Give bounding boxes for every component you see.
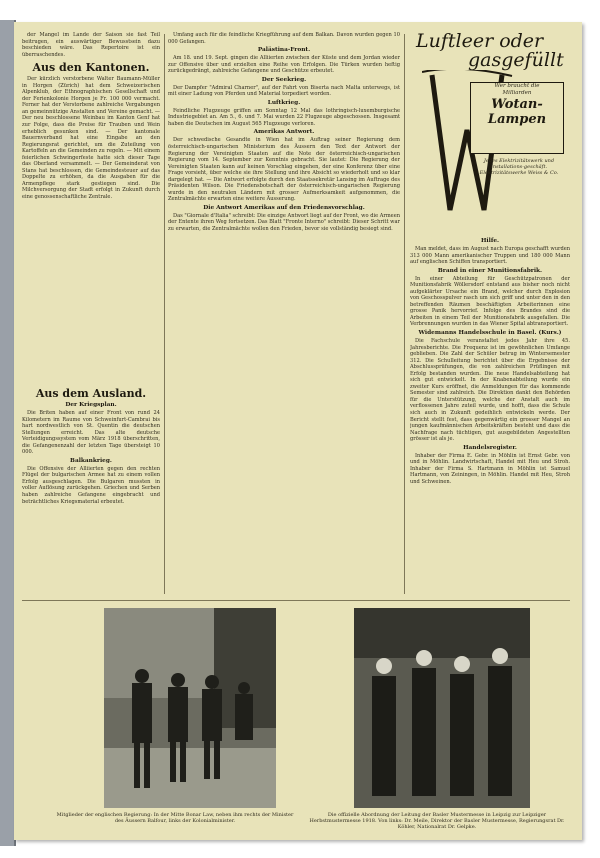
column-divider [164, 34, 165, 594]
col1-text: Der kürzlich verstorbene Walter Baumann-Müller in Horgen (Zürich) hat dem Schweizerischen Alpenklub, der Ethnographischen Gesellschaft und der Ferienkolonie Horgen je Fr. 100 000 vermacht. Ferner hat der Verstorbene zahlreiche Vergabungen an gemeinnützige Anstalten und Vereine gemacht. — Der neu beschlossene Weinbau im Kanton Genf hat zur Folge, dass die Preise für Trauben und Wein erheblich gesunken sind. — Der kantonale Bauernverband hat eine Eingabe an den Regierungsrat gerichtet, um die Zuteilung von Kartoffeln an die Gemeinden zu regeln. — Mit einem feierlichen Schwingerfeste hatte sich dieser Tage das Oberland versammelt. — Der Gemeinderat von Stans hat beschlossen, die Gemeindesteuer auf das Doppelte zu erhöhen, da die Ausgaben für die Armenpflege stark gestiegen sind. Die Milchversorgung der Stadt erfolgt in Zukunft durch eine genossenschaftliche Zentrale. [22, 76, 160, 201]
col2-t1: Am 18. und 19. Sept. gingen die Alliierten zwischen der Küste und dem Jordan wieder zur Offensive über und erzielten eine Reihe von Erfolgen. Die Türken wurden heftig zurückgedrängt, zahlreiche Gefangene und Geschütze erbeutet. [168, 55, 400, 75]
col3-t3: Die Fachschule veranstaltet jedes Jahr ihre 45. Jahresberichte. Die Frequenz ist im gewöhnlichen Umfange geblieben. Die Zahl der Schüler betrug im Wintersemester 312. Die Schulleitung berichtet über die Ergebnisse der Abschlussprüfungen, die von zahlreichen Prüflingen mit Erfolg bestanden wurden. Die neue Handelsabteilung hat sich gut entwickelt. In der Knabenabteilung wurde ein zweiter Kurs eröffnet, die Anmeldungen für das kommende Semester sind zahlreich. Die Direktion dankt den Behörden für die Unterstützung, welche der Anstalt auch im verflossenen Jahre zuteil wurde, und hofft, dass die Schule sich auch in Zukunft gedeihlich entwickeln werde. Der Bericht stellt fest, dass gegenwärtig ein grosser Mangel an jungen kaufmännischen Arbeitskräften besteht und dass die Nachfrage nach tüchtigen, gut ausgebildeten Angestellten grösser ist als je. [410, 338, 570, 443]
heading-ausland: Aus dem Ausland. [35, 387, 147, 400]
col1-intro: der Mangel im Lande der Saison sie fast Teil beitrugen, ein auswärtiger Bewusstsein dazu beschieden wäre. Das Repertoire ist ein überraschendes. [22, 32, 160, 58]
sub-balkankrieg: Balkankrieg. [70, 457, 112, 464]
sub-kriegsplan: Der Kriegsplan. [65, 402, 117, 408]
ad-title-line1: Luftleer oder [416, 30, 544, 52]
ad-brand1: Wotan- [491, 97, 543, 112]
heading-brand: Brand in einer Munitionsfabrik. [437, 267, 543, 274]
caption-left-photo: Mitglieder der englischen Regierung: In der Mitte Bonar Law, neben ihm rechts der Minister des Äussern Balfour, links der Kolonialminister. [56, 812, 294, 825]
ad-brand-box [470, 82, 564, 154]
wotan-lampen-ad [412, 32, 570, 232]
col2-t4: Der schwedische Gesandte in Wien hat im Auftrag seiner Regierung dem österreichisch-ungarischen Ministerium des Äussern den Text der Antwort der Regierung der Vereinigten Staaten auf die Note der österreichisch-ungarischen Regierung vom 14. September zur Kenntnis gebracht. Sie lautet: Die Regierung der Vereinigten Staaten kann auf keinen Vorschlag eingehen, der eine Konferenz über eine Frage vorsieht, über welche sie ihre Stellung und ihre Absicht so wiederholt und so klar dargelegt hat. — Die Antwort erfolgte durch den Staatssekretär Lansing im Auftrage des Präsidenten Wilson. Die Friedensbotschaft der österreichisch-ungarischen Regierung wurde in den neutralen Ländern mit grosser Aufmerksamkeit aufgenommen, die Zentralmächte erwarten eine weitere Äusserung. [168, 137, 400, 203]
ad-line2: Milliarden [502, 90, 532, 96]
newspaper-page [14, 22, 582, 840]
col2-t3: Feindliche Flugzeuge griffen am Sonntag 12 Mal das lothringisch-luxemburgische Industriegebiet an. Am 5., 6. und 7. Mai wurden 22 Flugzeuge abgeschossen. Insgesamt haben die Deutschen im August 565 Flugzeuge verloren. [168, 107, 400, 127]
column-kantone [22, 32, 160, 384]
ad-title-line2: gasgefüllt [468, 49, 564, 71]
photo-divider [22, 600, 570, 601]
column-kriegsberichte [168, 32, 400, 596]
column-divider [404, 34, 405, 594]
heading-handelsschule: Widemanns Handelsschule in Basel. (Kurs.) [418, 330, 562, 337]
ad-line1: Wer braucht die [494, 83, 540, 89]
photo-basler-mustermesse-delegation [354, 608, 530, 808]
photo-english-government [104, 608, 276, 808]
heading-seekrieg: Der Seekrieg. [261, 76, 307, 83]
caption-right-photo: Die offizielle Abordnung der Leitung der Basler Mustermesse in Leipzig zur Leipziger Herbstmustermesse 1918. Von links: Dr. Meile, Direktor der Basler Mustermesse, Regierungsrat Dr. Köhler, Nationalrat Dr. Gelpke. [309, 812, 565, 831]
col3-t4: Inhaber der Firma E. Gebr. in Möhlin ist Ernst Gebr. von und in Möhlin. Landwirtschaft, Handel mit Heu und Stroh. Inhaber der Firma S. Hartmann in Möhlin ist Samuel Hartmann, von Zeiningen, in Möhlin. Handel mit Heu, Stroh und Schweinen. [410, 452, 570, 485]
heading-amerikas-antwort: Amerikas Antwort. [253, 129, 315, 136]
col2-t2: Der Dampfer "Admiral Charner", auf der Fahrt von Biserta nach Malta unterwegs, ist mit einer Ladung von Pferden und Material torpediert worden. [168, 84, 400, 98]
col1b-text1: Die Briten haben auf einer Front von rund 24 Kilometern im Raume von Schweinfurt-Cambrai bis hart nordwestlich von St. Quentin die deutschen Stellungen erreicht. Das alte deutsche Verteidigungssystem vom März 1918 überschritten, die Gefangenenzahl der letzten Tage übersteigt 10 000. [22, 410, 160, 456]
heading-kantone: Aus den Kantonen. [32, 61, 150, 75]
col2-intro: Umfang auch für die feindliche Kriegführung auf dem Balkan. Davon wurden gegen 10 000 Gefangen. [168, 32, 400, 45]
col3-t2: In einer Abteilung für Geschützpatronen der Munitionsfabrik Wöllersdorf entstand aus bisher noch nicht aufgeklärter Ursache ein Brand, welcher durch Explosion von Geschosspulver rasch um sich griff und unter den in den betreffenden Räumen beschäftigten Arbeiterinnen eine grosse Panik hervorrief. Infolge des Brandes sind die Arbeiten in einem Teil der Munitionsfabrik ausgefallen. Die Verbrennungen wurden in das Wiener Spital abtransportiert. [410, 275, 570, 328]
col1b-text2: Die Offensive der Alliierten gegen den rechten Flügel der bulgarischen Armee hat zu einem vollen Erfolg ausgeschlagen. Die Bulgaren mussten in voller Auflösung zurückgehen. Griechen und Serben haben zahlreiche Gefangene eingebracht und beträchtliches Kriegsmaterial erbeutet. [22, 465, 160, 505]
ad-maker: Jedes Elektrizitätswerk und Installations-geschäft. Elektrizitätswerke Weiss & Co. [479, 158, 559, 177]
column-lokales [410, 236, 570, 598]
heading-handelsregister: Handelsregister. [463, 444, 517, 451]
column-ausland [22, 384, 160, 600]
heading-hilfe: Hilfe. [480, 238, 500, 244]
heading-luftkrieg: Luftkrieg. [267, 99, 301, 106]
heading-friedensvorschlag: Die Antwort Amerikas auf den Friedensvorschlag. [203, 204, 365, 211]
col2-t5: Das "Giornale d'Italia" schreibt: Die einzige Antwort liegt auf der Front, wo die Armeen der Entente ihren Weg fortsetzen. Das Blatt "Fronte Interno" schreibt: Dieser Schritt war zu erwarten, die Zentralmächte wollen den Frieden, bevor sie vollständig besiegt sind. [168, 212, 400, 233]
heading-palaestina: Palästina-Front. [257, 47, 311, 54]
ad-brand2: Lampen [487, 112, 547, 127]
col3-t1: Man meldet, dass im August nach Europa geschafft wurden 313 000 Mann amerikanischer Truppen und 180 000 Mann auf englischen Schiffen transportiert. [410, 246, 570, 266]
